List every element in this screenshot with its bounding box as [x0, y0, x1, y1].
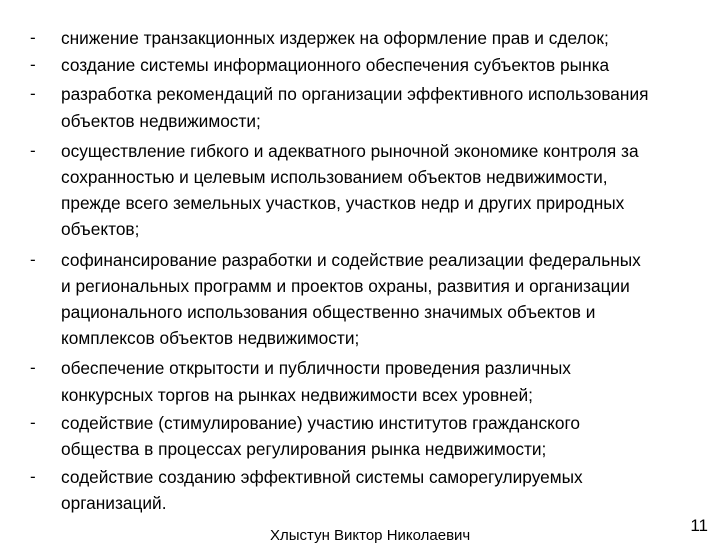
list-item	[30, 247, 690, 352]
list-item	[30, 25, 690, 51]
bullet-dash: -	[30, 249, 36, 269]
list-item	[30, 81, 690, 133]
footer-author: Хлыстун Виктор Николаевич	[270, 527, 471, 544]
list-item	[30, 410, 690, 462]
bullet-dash: -	[30, 84, 36, 104]
list-item-text: софинансирование разработки и содействие реализации федеральных и региональных программ и проектов охраны, развития и организации рационального использования общественно значимых объектов и комплексов объектов недвижимости;	[61, 249, 641, 349]
bullet-dash: -	[30, 467, 36, 487]
list-item	[30, 464, 690, 516]
list-item	[30, 355, 690, 407]
list-item-text: создание системы информационного обеспечения субъектов рынка	[61, 55, 610, 76]
list-item-text: содействие (стимулирование) участию институтов гражданского общества в процессах регулирования рынка недвижимости;	[61, 412, 580, 460]
list-item	[30, 138, 690, 243]
bullet-list	[30, 25, 690, 517]
bullet-dash: -	[30, 412, 36, 432]
list-item-text: содействие созданию эффективной системы саморегулируемых организаций.	[61, 467, 583, 514]
page-number: 11	[690, 516, 708, 535]
list-item-text: снижение транзакционных издержек на оформление прав и сделок;	[61, 28, 609, 48]
bullet-dash: -	[30, 28, 36, 47]
list-item-text: осуществление гибкого и адекватного рыночной экономике контроля за сохранностью и целевым использованием объектов недвижимости, прежде всего земельных участков, участков недр и других природных объектов;	[61, 140, 639, 240]
bullet-dash: -	[30, 55, 36, 75]
list-item-text: разработка рекомендаций по организации эффективного использования объектов недвижимости;	[61, 84, 649, 131]
list-item-text: обеспечение открытости и публичности проведения различных конкурсных торгов на рынках недвижимости всех уровней;	[61, 358, 571, 405]
bullet-dash: -	[30, 140, 36, 160]
bullet-dash: -	[30, 358, 36, 378]
list-item	[30, 52, 690, 78]
